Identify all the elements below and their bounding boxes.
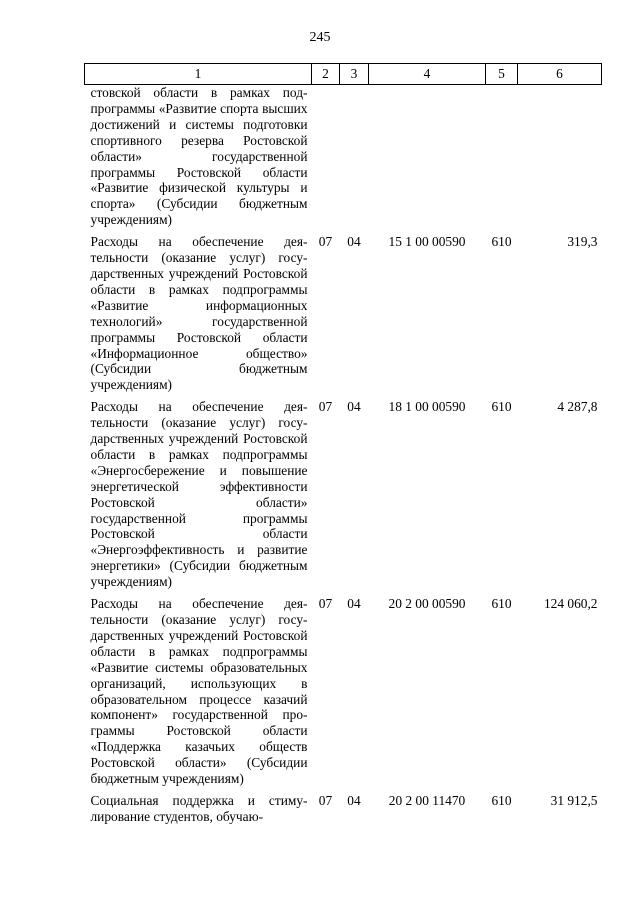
row-section-code: 07 [318,399,333,415]
column-header-3: 3 [340,64,369,85]
row-expense-type [486,85,518,232]
row-subsection-code: 04 [347,399,361,415]
column-header-4: 4 [369,64,486,85]
row-target-article: 20 2 00 11470 [388,792,466,808]
table-row [85,231,602,396]
table-row [85,593,602,790]
row-amount: 124 060,2 [543,596,598,612]
table-row [85,85,602,232]
row-amount: 31 912,5 [550,792,598,808]
column-header-1: 1 [85,64,312,85]
row-target-article: 18 1 00 00590 [388,399,466,415]
column-header-6: 6 [518,64,602,85]
budget-table [84,63,602,828]
row-expense-type: 610 [491,399,512,415]
row-section-code [312,85,340,232]
row-amount: 4 287,8 [557,399,598,415]
row-expense-type: 610 [491,596,512,612]
page-number: 245 [309,30,331,45]
row-section-code: 07 [318,234,333,250]
row-description: Расходы на обеспечение деятельности (оказание услуг) государственных учреждений Ростовской области в рамках подпрограммы «Развитие информационных технологий» государственной программы Ростовской области «Информационное общество» (Субсидии бюджетным учреждениям) [90,234,308,393]
row-subsection-code [340,85,369,232]
row-subsection-code: 04 [347,792,361,808]
row-expense-type: 610 [491,792,512,808]
table-row [85,790,602,828]
table-row [85,396,602,593]
row-description: стовской области в рамках подпрограммы «Развитие спорта высших достижений и системы подготовки спортивного резерва Ростовской области» государственной программы Ростовской области «Развитие физической культуры и спорта» (Субсидии бюджетным учреждениям) [90,85,308,228]
table-header-row [85,64,602,85]
row-description: Расходы на обеспечение деятельности (оказание услуг) государственных учреждений Ростовской области в рамках подпрограммы «Развитие системы образовательных организаций, использующих в образовательном процессе казачий компонент» государственной программы Ростовской области «Поддержка казачьих обществ Ростовской области» (Субсидии бюджетным учреждениям) [90,596,308,787]
row-subsection-code: 04 [347,234,361,250]
row-section-code: 07 [318,792,333,808]
row-target-article: 15 1 00 00590 [388,234,466,250]
row-subsection-code: 04 [347,596,361,612]
row-description: Расходы на обеспечение деятельности (оказание услуг) государственных учреждений Ростовской области в рамках подпрограммы «Энергосбережение и повышение энергетической эффективности Ростовской области» государственной программы Ростовской области «Энергоэффективность и развитие энергетики» (Субсидии бюджетным учреждениям) [90,399,308,590]
row-expense-type: 610 [491,234,512,250]
row-target-article: 20 2 00 00590 [388,596,466,612]
row-description: Социальная поддержка и стимулирование студентов, обучаю- [90,792,308,824]
row-section-code: 07 [318,596,333,612]
column-header-5: 5 [486,64,518,85]
column-header-2: 2 [312,64,340,85]
row-amount [518,85,602,232]
row-target-article [369,85,486,232]
row-amount: 319,3 [567,234,598,250]
